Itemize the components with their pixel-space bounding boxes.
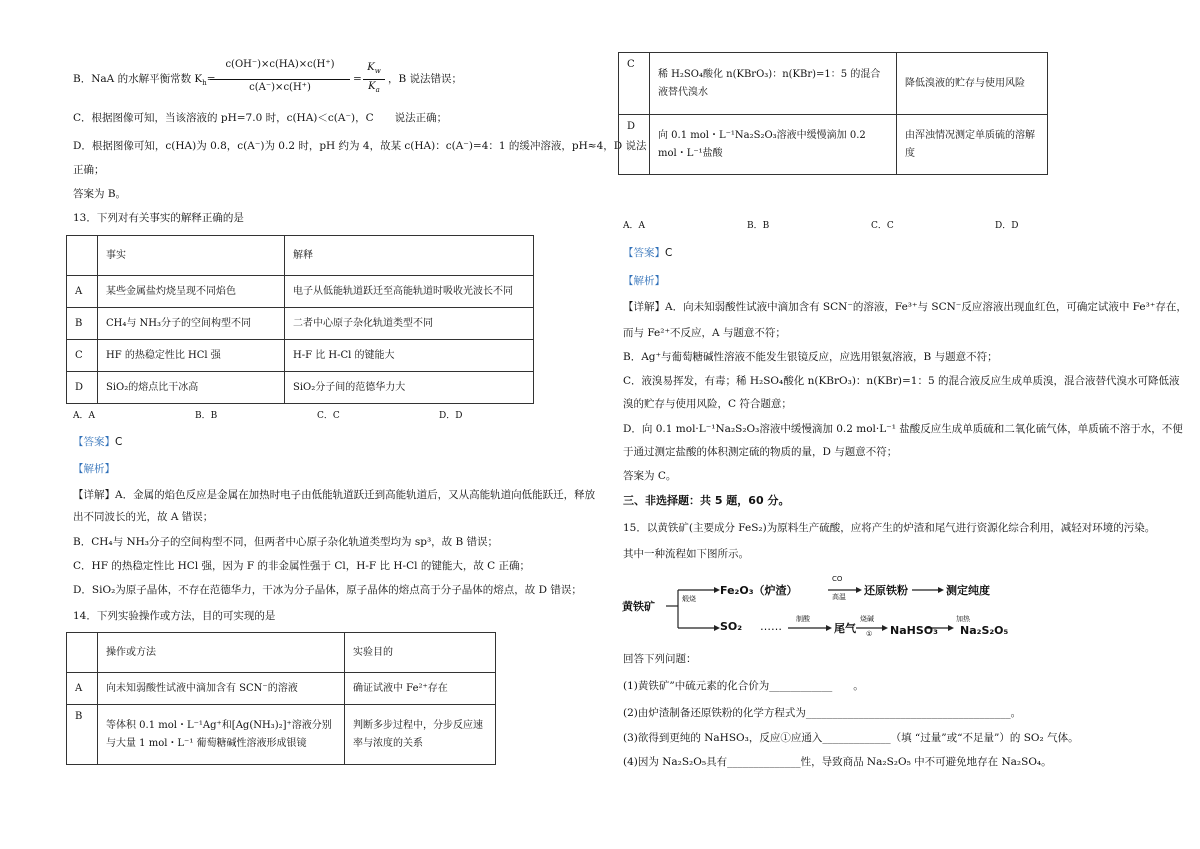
detail-14-6: D．向 0.1 mol·L⁻¹Na₂S₂O₃溶液中缓慢滴加 0.2 mol·L⁻¹ 盐酸反应生成单质硫和二氧化硫气体，单质硫不溶于水，不便 — [623, 423, 1183, 435]
detail-13-4: C．HF 的热稳定性比 HCl 强，因为 F 的非金属性强于 Cl，H-F 比 H-Cl 的键能大，故 C 正确； — [73, 560, 531, 572]
table-row: D SiO₂的熔点比干冰高 SiO₂分子间的范德华力大 — [67, 372, 534, 404]
flow-dots: …… — [760, 620, 782, 633]
flow-heat: 加热 — [956, 615, 970, 623]
detail-14-2: 而与 Fe²⁺不反应，A 与题意不符； — [623, 327, 786, 339]
question-13: 13．下列对有关事实的解释正确的是 — [73, 212, 244, 224]
question-14: 14．下列实验操作或方法，目的可实现的是 — [73, 610, 276, 622]
analysis-label-14: 【解析】 — [623, 275, 665, 287]
flow-roast: 煅烧 — [682, 595, 696, 603]
table-row: A 某些金属盐灼烧呈现不同焰色 电子从低能轨道跃迁至高能轨道时吸收光波长不同 — [67, 276, 534, 308]
answer-14: 【答案】C — [623, 247, 673, 259]
detail-13-1: 【详解】A．金属的焰色反应是金属在加热时电子由低能轨道跃迁到高能轨道后，又从高能轨道向低能跃迁，释放 — [73, 489, 596, 501]
detail-14-1: 【详解】A．向未知弱酸性试液中滴加含有 SCN⁻的溶液，Fe³⁺与 SCN⁻反应溶液出现血红色，可确定试液中 Fe³⁺存在， — [623, 301, 1187, 313]
flow-step-1: ① — [866, 630, 873, 638]
detail-14-3: B．Ag⁺与葡萄糖碱性溶液不能发生银镜反应，应选用银氨溶液，B 与题意不符； — [623, 351, 998, 363]
sub-question-3: (3)欲得到更纯的 NaHSO₃，反应①应通入_____________（填 “过量”或“不足量”）的 SO₂ 气体。 — [623, 732, 1079, 744]
question-15-line-1: 15．以黄铁矿(主要成分 FeS₂)为原料生产硫酸，应将产生的炉渣和尾气进行资源化综合利用，减轻对环境的污染。 — [623, 522, 1156, 534]
fraction-1-numerator: c(OH⁻)×c(HA)×c(H⁺) — [225, 59, 335, 70]
table-row: D 向 0.1 mol・L⁻¹Na₂S₂O₃溶液中缓慢滴加 0.2 mol・L⁻¹盐酸 由浑浊情况测定单质硫的溶解度 — [619, 115, 1048, 175]
table-header-row: 事实 解释 — [67, 236, 534, 276]
fraction-2-numerator: $K_w$ — [367, 62, 381, 75]
flow-high-temp: 高温 — [832, 593, 846, 601]
flow-tail-gas: 尾气 — [834, 622, 856, 635]
fraction-2-bar — [363, 79, 385, 80]
question-15-line-2: 其中一种流程如下图所示。 — [623, 548, 749, 560]
answer-13: 【答案】C — [73, 436, 123, 448]
table-row: A 向未知弱酸性试液中滴加含有 SCN⁻的溶液 确证试液中 Fe²⁺存在 — [67, 673, 496, 705]
table-row: C HF 的热稳定性比 HCl 强 H-F 比 H-Cl 的键能大 — [67, 340, 534, 372]
detail-14-5: 溴的贮存与使用风险，C 符合题意； — [623, 398, 792, 410]
flow-ore: 黄铁矿 — [622, 600, 655, 613]
flow-caustic: 烧碱 — [860, 615, 874, 623]
option-b-prefix: B．NaA 的水解平衡常数 $K_h=$ — [73, 73, 216, 88]
detail-14-8: 答案为 C。 — [623, 470, 677, 482]
section-heading: 三、非选择题：共 5 题，60 分。 — [623, 494, 790, 507]
equals-sign: = — [353, 73, 362, 85]
flow-nahso3: NaHSO₃ — [890, 624, 938, 637]
options-13: A．A B．B C．C D．D — [73, 411, 463, 421]
flow-product: Na₂S₂O₅ — [960, 624, 1009, 637]
table-row: C 稀 H₂SO₄酸化 n(KBrO₃)：n(KBr)=1：5 的混合液替代溴水 降低溴液的贮存与使用风险 — [619, 53, 1048, 115]
fraction-1-denominator: c(A⁻)×c(H⁺) — [249, 82, 311, 93]
sub-question-1: (1)黄铁矿”中硫元素的化合价为____________ 。 — [623, 680, 864, 692]
sub-question-4: (4)因为 Na₂S₂O₅具有______________性，导致商品 Na₂S₂O₅ 中不可避免地存在 Na₂SO₄。 — [623, 756, 1052, 768]
detail-14-7: 于通过测定盐酸的体积测定硫的物质的量，D 与题意不符； — [623, 446, 898, 458]
flow-reduced-iron: 还原铁粉 — [864, 584, 908, 597]
flow-diagram — [620, 572, 1040, 642]
flow-co: CO — [832, 575, 843, 583]
table-row: B CH₄与 NH₃分子的空间构型不同 二者中心原子杂化轨道类型不同 — [67, 308, 534, 340]
options-14: A．A B．B C．C D．D — [623, 221, 1019, 231]
flow-measure: 测定纯度 — [946, 584, 990, 597]
table-row: B 等体积 0.1 mol・L⁻¹Ag⁺和[Ag(NH₃)₂]⁺溶液分别与大量 1 mol・L⁻¹ 葡萄糖碱性溶液形成银镜 判断多步过程中，分步反应速率与浓度的关系 — [67, 705, 496, 765]
detail-14-4: C．液溴易挥发，有毒；稀 H₂SO₄酸化 n(KBrO₃)：n(KBr)=1：5 的混合液反应生成单质溴，混合液替代溴水可降低液 — [623, 375, 1180, 387]
flow-fe2o3: Fe₂O₃（炉渣） — [720, 584, 798, 597]
table-header-row: 操作或方法 实验目的 — [67, 633, 496, 673]
option-c-line: C．根据图像可知，当该溶液的 pH=7.0 时，c(HA)＜c(A⁻)，C 说法正确； — [73, 112, 448, 124]
detail-13-2: 出不同波长的光，故 A 错误； — [73, 511, 214, 523]
detail-13-5: D．SiO₂为原子晶体，不存在范德华力，干冰为分子晶体，原子晶体的熔点高于分子晶体的熔点，故 D 错误； — [73, 584, 582, 596]
detail-13-3: B．CH₄与 NH₃分子的空间构型不同，但两者中心原子杂化轨道类型均为 sp³，故 B 错误； — [73, 536, 499, 548]
table-q13 — [66, 235, 534, 404]
table-q14-part1 — [66, 632, 496, 765]
analysis-label-13: 【解析】 — [73, 463, 115, 475]
flow-acid: 制酸 — [796, 615, 810, 623]
table-q14-part2 — [618, 52, 1048, 175]
sub-question-2: (2)由炉渣制备还原铁粉的化学方程式为_______________________________________。 — [623, 707, 1022, 719]
option-d-line-2: 正确； — [73, 164, 105, 176]
answer-prompt: 回答下列问题： — [623, 653, 697, 665]
answer-b: 答案为 B。 — [73, 188, 127, 200]
option-b-suffix: ，B 说法错误； — [388, 73, 463, 85]
fraction-2-denominator: $K_a$ — [368, 81, 380, 94]
flow-so2: SO₂ — [720, 620, 743, 633]
fraction-1-bar — [210, 79, 350, 80]
option-d-line-1: D．根据图像可知，c(HA)为 0.8，c(A⁻)为 0.2 时，pH 约为 4，故某 c(HA)：c(A⁻)=4：1 的缓冲溶液，pH≈4，D 说法 — [73, 140, 647, 152]
